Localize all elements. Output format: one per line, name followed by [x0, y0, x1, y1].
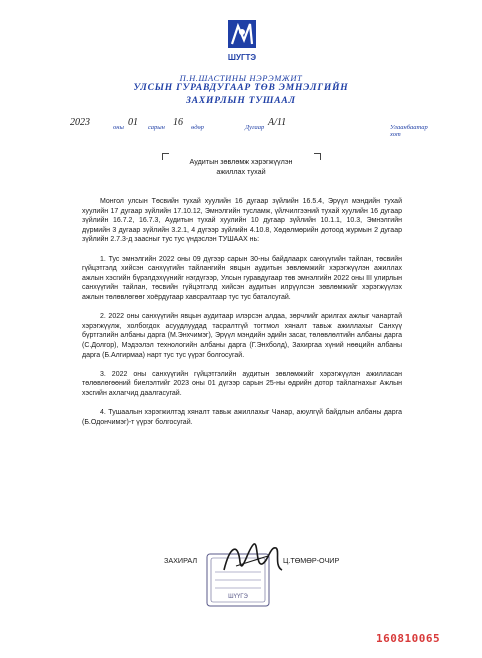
date-line	[70, 117, 428, 138]
year-suffix: оны	[113, 124, 124, 131]
item-3-paragraph: 3. 2022 оны санхүүгийн гүйцэтгэлийн аудитын зөвлөмжийг хэрэгжүүлэн ажилласан төлөвлөгөөний биелэлтийг 2023 оны 01 дүгээр сарын 25-ны өдрийн дотор тайлагнахыг Ажлын хэсгийн ахлагчид даалгасугай.	[82, 370, 402, 397]
day-value: 16	[173, 117, 183, 128]
item-2-paragraph: 2. 2022 оны санхүүгийн явцын аудитаар илэрсэн алдаа, зөрчлийг арилгах ажлыг чанартай хэрэгжүүлж, холбогдох асуудлуудад тасралтгүй тогтмол хяналт тавьж ажиллахыг Санхүү бүртгэлийн албаны дарга (М.Энхчимэг), Эрүүл мэндийн эдийн засаг, төлөвлөлтийн албаны дарга (С.Долгор), Мэдээлэл технологийн албаны дарга (Г.Энхболд), Захиргаа хүний нөөцийн албаны дарга (Б.Алгирмаа) нарт тус тус үүрэг болгосугай.	[82, 313, 402, 359]
item-1-paragraph: 1. Тус эмнэлгийн 2022 оны 09 дүгээр сарын 30-ны байдлаарх санхүүгийн тайлан, төсвийн гүйцэтгэлд хийсэн санхүүгийн тайлангийн явцын аудитын зөвлөмжийг хэрэгжүүлэн ажиллах ажлын хэсгийн бүрэлдэхүүнийг нэгдүгээр, Улсын гуравдугаар төв эмнэлгийн 2022 оны III улирлын санхүүгийн тайлан, төсвийн гүйцэтгэлд хийсэн аудитын илрүүлсэн зөвлөмжийг хэрэгжүүлэх ажлын төлөвлөгөөг хоёрдугаар хавсралтаар тус тус баталсугай.	[82, 255, 402, 301]
subject-line-2: ажиллах тухай	[216, 167, 266, 176]
stamp-text: ШҮҮГЭ	[228, 594, 248, 600]
day-suffix: өдөр	[191, 124, 205, 131]
month-suffix: сарын	[148, 124, 165, 131]
order-number: А/11	[268, 117, 287, 128]
city: Улаанбаатар хот	[390, 124, 428, 138]
item-4-paragraph: 4. Тушаалын хэрэгжилтэд хяналт тавьж ажиллахыг Чанар, аюулгүй байдлын албаны дарга (Б.Одончимэг)-т үүрэг болгосугай.	[82, 409, 402, 426]
year-value: 2023	[70, 117, 90, 128]
signatory-title: ЗАХИРАЛ	[164, 556, 198, 565]
hospital-logo	[224, 18, 260, 64]
organization-line: П.Н.ШАСТИНЫ НЭРЭМЖИТ	[179, 73, 303, 83]
preamble-paragraph: Монгол улсын Төсвийн тухай хуулийн 16 дугаар зүйлийн 16.5.4, Эрүүл мэндийн тухай хуулийн 17 дугаар зүйлийн 17.10.12, Эмнэлгийн тусламж, үйлчилгээний тухай хуулийн 16 дугаар зүйлийн 16.7.2, 16.7.3, Аудитын тухай хуулийн 10 дугаар зүйлийн 10.1.1, 10.3, Эмнэлгийн дүрмийн 3 дугаар зүйлийн 3.2.1, 4 дүгээр зүйлийн 4.10.8, Хөдөлмөрийн дотоод журмын 2 дугаар зүйлийн 2.7.3-д заасныг тус тус үндэслэн ТУШААХ нь:	[82, 198, 402, 244]
document-serial-number: 160810065	[376, 632, 441, 645]
subject-line-1: Аудитын зөвлөмж хэрэгжүүлэн	[189, 157, 293, 166]
hospital-name: УЛСЫН ГУРАВДУГААР ТӨВ ЭМНЭЛГИЙН	[133, 83, 349, 93]
subject-bracket-left	[162, 153, 169, 160]
signatory-name: Ц.ТӨМӨР-ОЧИР	[283, 556, 340, 565]
order-body	[82, 197, 402, 437]
month-value: 01	[128, 117, 138, 128]
subject-bracket-right	[314, 153, 321, 160]
logo-text: ШУГТЭ	[227, 53, 257, 62]
order-title: ЗАХИРЛЫН ТУШААЛ	[186, 96, 296, 106]
handwritten-signature	[218, 536, 288, 582]
number-label: Дугаар	[245, 124, 265, 131]
